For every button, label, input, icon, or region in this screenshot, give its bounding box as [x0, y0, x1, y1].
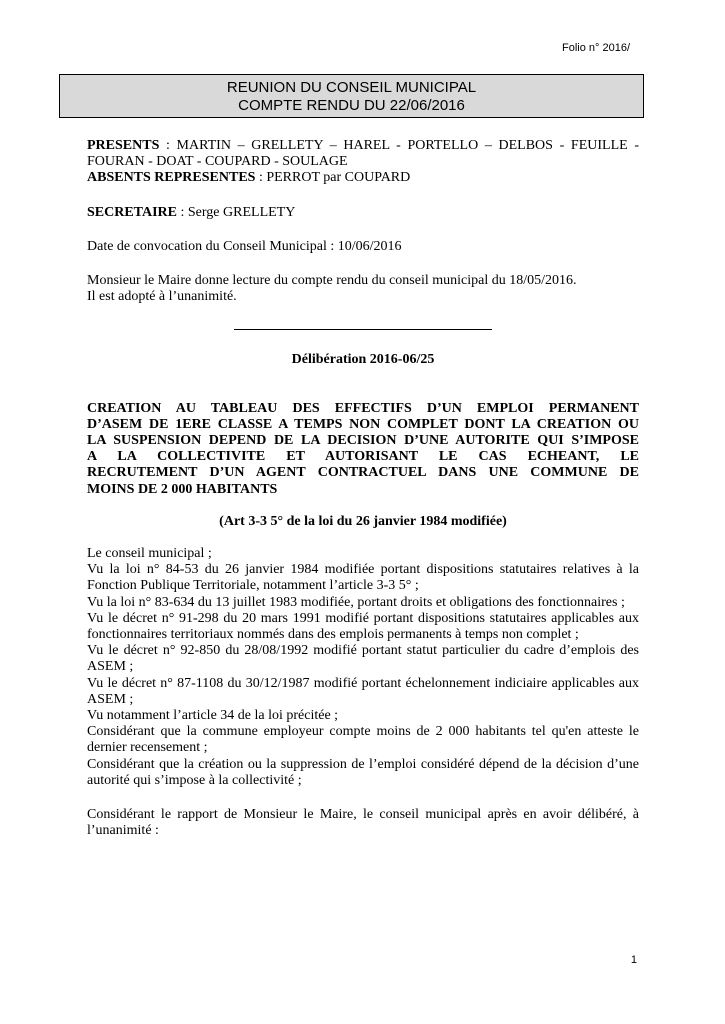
presents-label: PRESENTS [87, 138, 160, 153]
visa-item: Vu notamment l’article 34 de la loi précitée ; [87, 708, 339, 724]
page-number: 1 [630, 954, 637, 966]
deliberation-title-line: MOINS DE 2 000 HABITANTS [87, 481, 278, 497]
convocation-date: Date de convocation du Conseil Municipal : 10/06/2016 [87, 238, 402, 254]
secretaire-label: SECRETAIRE [87, 204, 177, 220]
visa-item: Considérant que la création ou la suppression de l’emploi considéré dépend de la décision d’une autorité qui s’impose à la collectivité ; [87, 756, 639, 788]
visa-item: Vu le décret n° 92-850 du 28/08/1992 modifié portant statut particulier du cadre d’emplois des ASEM ; [87, 643, 639, 675]
presents-names-continued: FOURAN - DOAT - COUPARD - SOULAGE [87, 154, 348, 170]
deliberation-title-line: LA SUSPENSION DEPEND DE LA DECISION D’UNE AUTORITE QUI S’IMPOSE [87, 433, 639, 449]
deliberation-title-line: CREATION AU TABLEAU DES EFFECTIFS D’UN EMPLOI PERMANENT [87, 400, 639, 416]
conclusion-text: Considérant le rapport de Monsieur le Maire, le conseil municipal après en avoir délibéré, à l’unanimité : [87, 807, 639, 839]
deliberation-title-line: RECRUTEMENT D’UN AGENT CONTRACTUEL DANS UNE COMMUNE DE [87, 465, 639, 481]
visa-item: Vu la loi n° 84-53 du 26 janvier 1984 modifiée portant dispositions statutaires relatives à la Fonction Publique Territoriale, notamment l’article 3-3 5° ; [87, 562, 639, 594]
visa-item: Vu le décret n° 87-1108 du 30/12/1987 modifié portant échelonnement indiciaire applicables aux ASEM ; [87, 675, 639, 707]
secretaire-value: : Serge GRELLETY [177, 204, 296, 220]
legal-reference: (Art 3-3 5° de la loi du 26 janvier 1984 modifiée) [219, 513, 507, 529]
meeting-subtitle: COMPTE RENDU DU 22/06/2016 [238, 97, 465, 114]
approval-result: Il est adopté à l’unanimité. [87, 289, 237, 305]
deliberation-title [87, 401, 639, 498]
meeting-title: REUNION DU CONSEIL MUNICIPAL [226, 79, 477, 96]
approval-line: Monsieur le Maire donne lecture du compte rendu du conseil municipal du 18/05/2016. [87, 273, 577, 289]
folio-number: Folio n° 2016/ [562, 42, 630, 54]
presents-line [87, 138, 639, 154]
secretaire-line [87, 205, 639, 221]
document-body [87, 138, 639, 840]
visa-item: Considérant que la commune employeur compte moins de 2 000 habitants tel qu'en atteste le dernier recensement ; [87, 724, 639, 756]
meeting-title-box [59, 74, 644, 118]
deliberation-title-line: D’ASEM DE 1ERE CLASSE A TEMPS NON COMPLET DONT LA CREATION OU [87, 416, 639, 432]
visa-item: Le conseil municipal ; [87, 546, 212, 562]
visa-item: Vu la loi n° 83-634 du 13 juillet 1983 modifiée, portant droits et obligations des fonctionnaires ; [87, 594, 625, 610]
deliberation-number: Délibération 2016-06/25 [291, 352, 435, 368]
absents-value: : PERROT par COUPARD [255, 170, 411, 186]
visas-list [87, 546, 639, 789]
absents-label: ABSENTS REPRESENTES [87, 170, 256, 186]
visa-item: Vu le décret n° 91-298 du 20 mars 1991 modifié portant dispositions statutaires applicables aux fonctionnaires territoriaux nommés dans des emplois permanents à temps non complet ; [87, 610, 639, 643]
presents-names: : MARTIN – GRELLETY – HAREL - PORTELLO – DELBOS - FEUILLE - [159, 138, 639, 153]
absents-line [87, 170, 639, 186]
separator-line [234, 321, 492, 330]
deliberation-title-line: A LA COLLECTIVITE ET AUTORISANT LE CAS ECHEANT, LE [87, 449, 639, 465]
